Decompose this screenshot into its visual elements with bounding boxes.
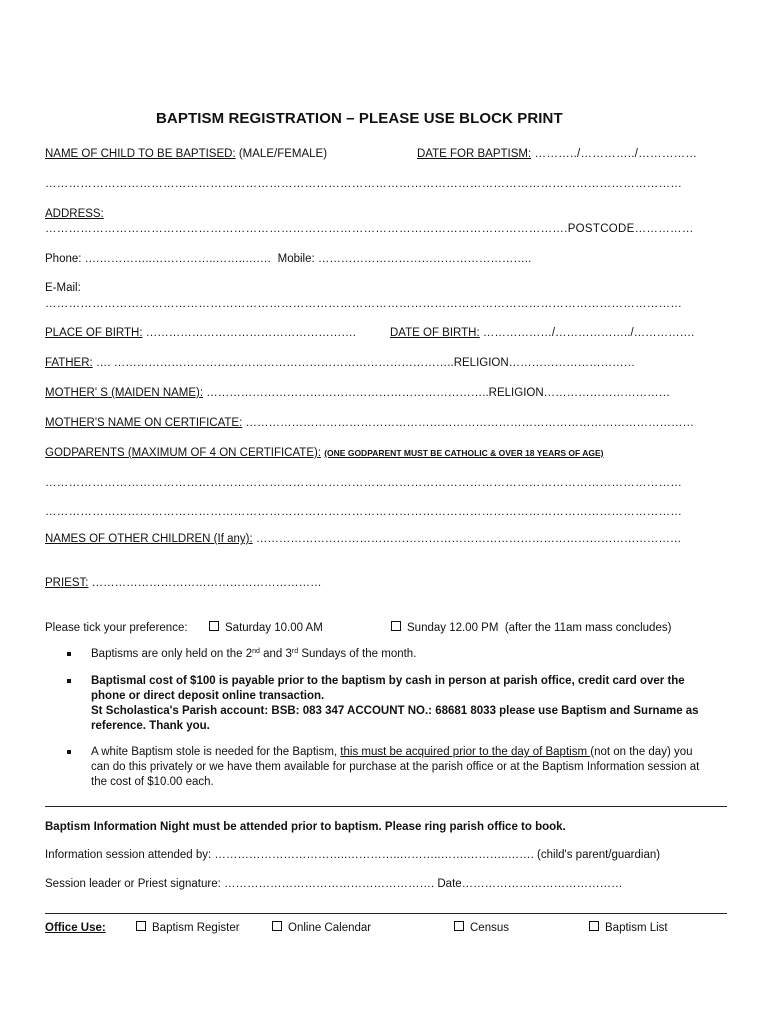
page-title: BAPTISM REGISTRATION – PLEASE USE BLOCK PRINT xyxy=(156,110,563,127)
phone-label: Phone: ….…………..……………..……..….… xyxy=(45,253,272,265)
office-census[interactable] xyxy=(454,921,509,935)
godparents-heading xyxy=(45,446,603,460)
section-divider xyxy=(45,806,727,807)
bullet-1-text-a: Baptisms are only held on the 2 xyxy=(91,648,253,660)
sunday-option[interactable] xyxy=(391,621,671,635)
bullet-3-text-b: (not on the day) you xyxy=(590,746,693,758)
address-line[interactable]: …………………………………………………………………………………………………………………….POSTCODE…………… xyxy=(45,223,694,235)
baptism-list-checkbox[interactable] xyxy=(589,921,599,931)
child-name-field[interactable] xyxy=(45,147,327,161)
office-online-calendar[interactable] xyxy=(272,921,371,935)
place-of-birth-label: PLACE OF BIRTH: xyxy=(45,327,143,339)
date-of-birth-field[interactable] xyxy=(390,326,694,340)
godparents-line-2[interactable]: ……………………………………………………………………………………………………………………………………………… xyxy=(45,506,683,518)
info-session-field[interactable]: Information session attended by: ……………………………..…………..………..…….………..……. (child's parent/guardian) xyxy=(45,849,661,861)
bullet-icon xyxy=(67,750,71,754)
bullet-icon xyxy=(67,652,71,656)
info-night-notice: Baptism Information Night must be attended prior to baptism. Please ring parish office to book. xyxy=(45,821,566,833)
mother-label: MOTHER' S (MAIDEN NAME): xyxy=(45,387,204,399)
online-calendar-label: Online Calendar xyxy=(288,922,372,934)
bullet-3-text-a: A white Baptism stole is needed for the Baptism, xyxy=(91,746,341,758)
baptism-register-label: Baptism Register xyxy=(152,922,240,934)
child-gender-label: (MALE/FEMALE) xyxy=(235,148,328,160)
baptism-date-label: DATE FOR BAPTISM: xyxy=(417,148,532,160)
mother-certificate-dots: ……………………………………………………………………………………………………… xyxy=(242,417,694,429)
online-calendar-checkbox[interactable] xyxy=(272,921,282,931)
office-baptism-register[interactable] xyxy=(136,921,240,935)
child-name-label: NAME OF CHILD TO BE BAPTISED: xyxy=(45,148,236,160)
preference-label: Please tick your preference: xyxy=(45,622,188,634)
father-label: FATHER: xyxy=(45,357,93,369)
saturday-option[interactable] xyxy=(209,621,323,635)
address-label: ADDRESS: xyxy=(45,208,104,220)
census-label: Census xyxy=(470,922,509,934)
sunday-checkbox[interactable] xyxy=(391,621,401,631)
bullet-stole-line-1 xyxy=(91,745,693,759)
father-dots: …. ……………………………………………………………………………..RELIGION…………………………… xyxy=(92,357,636,369)
place-of-birth-dots: ………………………………………………. xyxy=(142,327,356,339)
godparents-line-1[interactable]: ……………………………………………………………………………………………………………………………………………… xyxy=(45,477,683,489)
baptism-date-dots: ………../…………../…………… xyxy=(531,148,698,160)
bullet-cost-line-1: Baptismal cost of $100 is payable prior to the baptism by cash in person at parish office, credit card over the xyxy=(91,675,685,687)
bullet-1-sup-a: nd xyxy=(252,648,260,655)
other-children-field[interactable] xyxy=(45,532,681,546)
priest-dots: …………………………………………………… xyxy=(88,577,322,589)
bullet-1-sup-b: rd xyxy=(291,648,299,655)
sunday-option-label: Sunday 12.00 PM xyxy=(407,622,499,634)
bullet-cost-line-3: St Scholastica's Parish account: BSB: 083 347 ACCOUNT NO.: 68681 8033 please use Baptism and Surname as xyxy=(91,705,699,717)
priest-field[interactable] xyxy=(45,576,322,590)
bullet-stole-line-3: the cost of $10.00 each. xyxy=(91,776,214,788)
bullet-stole-line-2: can do this privately or we have them available for purchase at the parish office or at the Baptism Information session at xyxy=(91,761,700,773)
date-of-birth-label: DATE OF BIRTH: xyxy=(390,327,480,339)
mother-certificate-field[interactable] xyxy=(45,416,694,430)
bullet-1-text-c: Sundays of the month. xyxy=(298,648,417,660)
godparents-label: GODPARENTS (MAXIMUM OF 4 ON CERTIFICATE): xyxy=(45,447,322,459)
mobile-label: Mobile: ……………………………………………….. xyxy=(277,253,532,265)
baptism-register-checkbox[interactable] xyxy=(136,921,146,931)
office-use-label: Office Use: xyxy=(45,922,106,934)
other-children-dots: ………………………………………………………………………………………………… xyxy=(252,533,682,545)
bullet-baptism-days xyxy=(91,647,416,661)
bullet-1-text-b: and 3 xyxy=(259,648,292,660)
other-children-label: NAMES OF OTHER CHILDREN (If any): xyxy=(45,533,253,545)
sunday-option-note: (after the 11am mass concludes) xyxy=(504,622,672,634)
session-leader-field[interactable]: Session leader or Priest signature: ………………………………………………. Date…………………………………… xyxy=(45,878,623,890)
child-name-line[interactable]: ……………………………………………………………………………………………………………………………………………… xyxy=(45,178,683,190)
mother-certificate-label: MOTHER'S NAME ON CERTIFICATE: xyxy=(45,417,243,429)
mother-field[interactable] xyxy=(45,386,670,400)
bullet-cost-line-2: phone or direct deposit online transaction. xyxy=(91,690,325,702)
saturday-checkbox[interactable] xyxy=(209,621,219,631)
bullet-3-underlined: this must be acquired prior to the day of Baptism xyxy=(340,746,591,758)
priest-label: PRIEST: xyxy=(45,577,89,589)
email-label: E-Mail: xyxy=(45,282,81,294)
phone-field[interactable] xyxy=(45,252,531,266)
email-line[interactable]: ……………………………………………………………………………………………………………………………………………… xyxy=(45,298,683,310)
father-field[interactable] xyxy=(45,356,635,370)
office-baptism-list[interactable] xyxy=(589,921,668,935)
office-divider xyxy=(45,913,727,914)
godparents-note: (ONE GODPARENT MUST BE CATHOLIC & OVER 18 YEARS OF AGE) xyxy=(324,448,604,458)
baptism-date-field[interactable] xyxy=(417,147,697,161)
census-checkbox[interactable] xyxy=(454,921,464,931)
bullet-cost-line-4: reference. Thank you. xyxy=(91,720,210,732)
saturday-option-label: Saturday 10.00 AM xyxy=(225,622,323,634)
place-of-birth-field[interactable] xyxy=(45,326,356,340)
mother-dots: ………………………………………………………………..RELIGION…………………………… xyxy=(203,387,671,399)
baptism-list-label: Baptism List xyxy=(605,922,668,934)
date-of-birth-dots: ………………/………………../……………. xyxy=(479,327,695,339)
bullet-icon xyxy=(67,679,71,683)
